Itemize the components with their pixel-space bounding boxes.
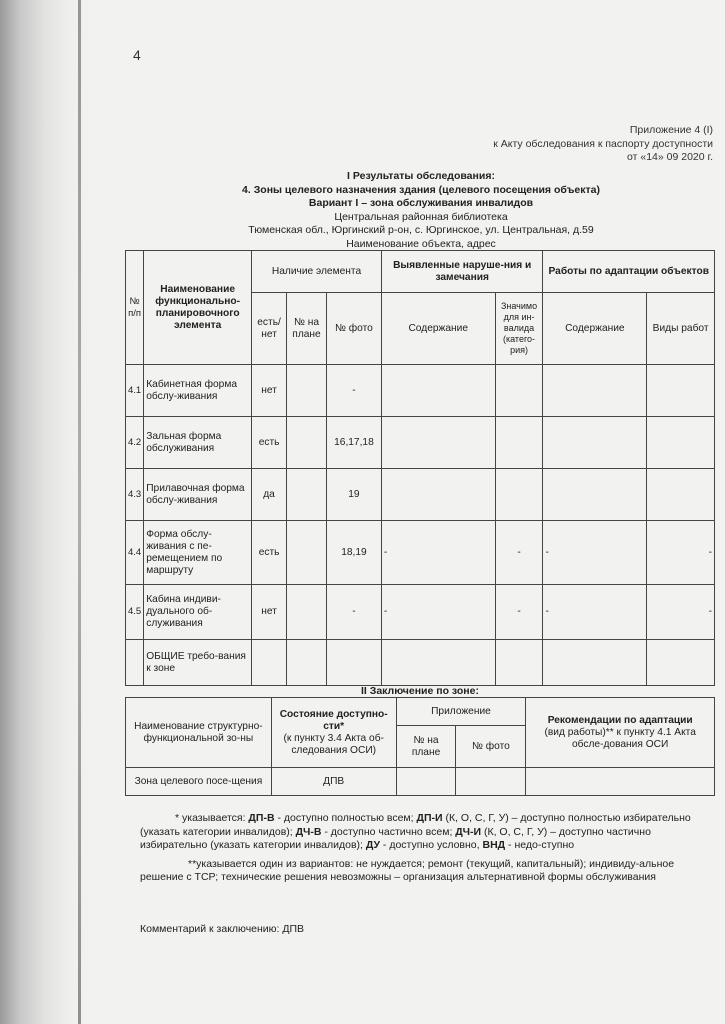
row-photo: 18,19 — [326, 521, 381, 585]
text-vnd: - недо-ступно — [505, 839, 575, 851]
row-exists: есть — [252, 417, 287, 469]
code-dp-v: ДП-В — [248, 812, 275, 824]
variant-title: Вариант I – зона обслуживания инвалидов — [308, 197, 534, 209]
header-element-name: Наименование функционально-планировочного элемента — [144, 251, 252, 365]
appendix-line-3: от «14» 09 2020 г. — [627, 151, 713, 163]
row-exists: нет — [252, 365, 287, 417]
text-dp-i: (К, О, С, Г, У) – доступно полностью избирательно (указать категории инвалидов); — [140, 812, 691, 838]
row-content-2 — [543, 417, 647, 469]
conclusion-photo-value — [456, 768, 526, 796]
conclusion-comment: Комментарий к заключению: ДПВ — [140, 923, 305, 935]
text-du: - доступно условно, — [380, 839, 483, 851]
conclusion-header-row — [126, 698, 715, 726]
zones-title: 4. Зоны целевого назначения здания (целевого посещения объекта) — [242, 183, 600, 196]
conclusion-header-state — [271, 698, 396, 768]
row-content — [381, 417, 495, 469]
row-plan — [287, 417, 327, 469]
row-content-2: - — [543, 521, 647, 585]
page-number: 4 — [133, 47, 141, 63]
row-exists — [252, 640, 287, 686]
row-content: - — [381, 585, 495, 640]
row-element-name: Форма обслу-живания с пе-ремещением по маршруту — [144, 521, 252, 585]
row-content — [381, 365, 495, 417]
row-element-name: Кабина индиви-дуального об-служивания — [144, 585, 252, 640]
table-row — [126, 640, 715, 686]
row-exists: нет — [252, 585, 287, 640]
row-significance: - — [495, 521, 543, 585]
conclusion-row — [126, 768, 715, 796]
conclusion-header-zone: Наименование структурно-функциональной зо-ны — [126, 698, 272, 768]
table-row — [126, 365, 715, 417]
zone-elements-table — [125, 250, 715, 686]
object-caption: Наименование объекта, адрес — [346, 237, 496, 250]
row-work-types — [647, 365, 715, 417]
row-work-types — [647, 640, 715, 686]
row-plan — [287, 640, 327, 686]
text-dch-i: (К, О, С, Г, У) – доступно частично избирательно (указать категории инвалидов); — [140, 825, 651, 851]
footnote-accessibility — [140, 812, 705, 853]
text-dch-v: - доступно частично всем; — [321, 825, 456, 838]
conclusion-zone-name: Зона целевого посе-щения — [126, 768, 272, 796]
row-content-2 — [543, 640, 647, 686]
binding-edge — [78, 0, 81, 1024]
results-title: I Результаты обследования: — [347, 170, 495, 182]
header-plan-no: № на плане — [287, 293, 327, 365]
row-element-name: Прилавочная форма обслу-живания — [144, 469, 252, 521]
row-photo: - — [326, 365, 381, 417]
row-significance: - — [495, 585, 543, 640]
code-vnd: ВНД — [482, 839, 506, 851]
conclusion-rec-title: Рекомендации по адаптации — [547, 714, 693, 726]
zone-conclusion-title: II Заключение по зоне: — [360, 685, 479, 697]
header-photo-no: № фото — [326, 293, 381, 365]
row-significance — [495, 640, 543, 686]
row-exists: да — [252, 469, 287, 521]
row-num: 4.4 — [126, 521, 144, 585]
row-significance — [495, 417, 543, 469]
conclusion-plan-value — [396, 768, 456, 796]
header-exists: есть/ нет — [252, 293, 287, 365]
table-row — [126, 585, 715, 640]
row-content-2: - — [543, 585, 647, 640]
conclusion-header-appendix: Приложение — [396, 698, 526, 726]
row-photo: 16,17,18 — [326, 417, 381, 469]
row-photo: 19 — [326, 469, 381, 521]
code-du: ДУ — [365, 839, 380, 851]
code-dch-v: ДЧ-В — [295, 825, 322, 838]
conclusion-state-value: ДПВ — [271, 768, 396, 796]
appendix-line-1: Приложение 4 (I) — [629, 124, 713, 136]
object-address: Тюменская обл., Юргинский р-он, с. Юргинское, ул. Центральная, д.59 — [248, 224, 594, 236]
row-num: 4.5 — [126, 585, 144, 640]
header-violations: Выявленные наруше-ния и замечания — [381, 251, 543, 293]
text-dp-v: - доступно полностью всем; — [274, 812, 417, 824]
footnotes — [140, 812, 705, 885]
appendix-header — [493, 124, 713, 165]
table-row — [126, 417, 715, 469]
row-content-2 — [543, 365, 647, 417]
row-significance — [495, 469, 543, 521]
row-element-name: Зальная форма обслуживания — [144, 417, 252, 469]
row-plan — [287, 585, 327, 640]
row-work-types — [647, 469, 715, 521]
header-works: Работы по адаптации объектов — [543, 251, 715, 293]
appendix-line-2: к Акту обследования к паспорту доступности — [493, 137, 713, 150]
conclusion-header-photo-no: № фото — [456, 726, 526, 768]
row-content — [381, 469, 495, 521]
header-content: Содержание — [381, 293, 495, 365]
header-presence: Наличие элемента — [252, 251, 382, 293]
row-num: 4.2 — [126, 417, 144, 469]
table-header-row — [126, 251, 715, 293]
row-num: 4.1 — [126, 365, 144, 417]
code-dp-i: ДП-И — [416, 812, 443, 824]
row-element-name: ОБЩИЕ требо-вания к зоне — [144, 640, 252, 686]
header-content-2: Содержание — [543, 293, 647, 365]
zone-conclusion-table — [125, 697, 715, 796]
row-work-types: - — [647, 521, 715, 585]
header-significance: Значимо для ин-валида (катего-рия) — [495, 293, 543, 365]
footnote-intro: * указывается: — [175, 812, 249, 824]
footnote-work-types: **указывается один из вариантов: не нуждается; ремонт (текущий, капитальный); индивиду-альное решение с ТСР; технические решения невозможны – организация альтернативной формы обслуживания — [140, 857, 675, 883]
object-name: Центральная районная библиотека — [334, 210, 508, 223]
conclusion-state-title: Состояние доступно-сти* — [279, 708, 388, 732]
conclusion-rec-value — [526, 768, 715, 796]
row-work-types: - — [647, 585, 715, 640]
conclusion-rec-note: (вид работы)** к пункту 4.1 Акта обсле-дования ОСИ — [544, 726, 696, 750]
row-exists: есть — [252, 521, 287, 585]
row-plan — [287, 365, 327, 417]
row-plan — [287, 469, 327, 521]
conclusion-header-recommendations — [526, 698, 715, 768]
document-titles — [126, 170, 716, 251]
row-num — [126, 640, 144, 686]
row-plan — [287, 521, 327, 585]
row-content — [381, 640, 495, 686]
row-photo — [326, 640, 381, 686]
conclusion-state-note: (к пункту 3.4 Акта об-следования ОСИ) — [283, 732, 384, 756]
header-work-types: Виды работ — [647, 293, 715, 365]
table-row — [126, 521, 715, 585]
table-row — [126, 469, 715, 521]
row-content: - — [381, 521, 495, 585]
row-num: 4.3 — [126, 469, 144, 521]
conclusion-header-plan-no: № на плане — [396, 726, 456, 768]
row-work-types — [647, 417, 715, 469]
row-significance — [495, 365, 543, 417]
row-content-2 — [543, 469, 647, 521]
row-element-name: Кабинетная форма обслу-живания — [144, 365, 252, 417]
header-num: № п/п — [126, 251, 144, 365]
row-photo: - — [326, 585, 381, 640]
code-dch-i: ДЧ-И — [455, 825, 482, 838]
